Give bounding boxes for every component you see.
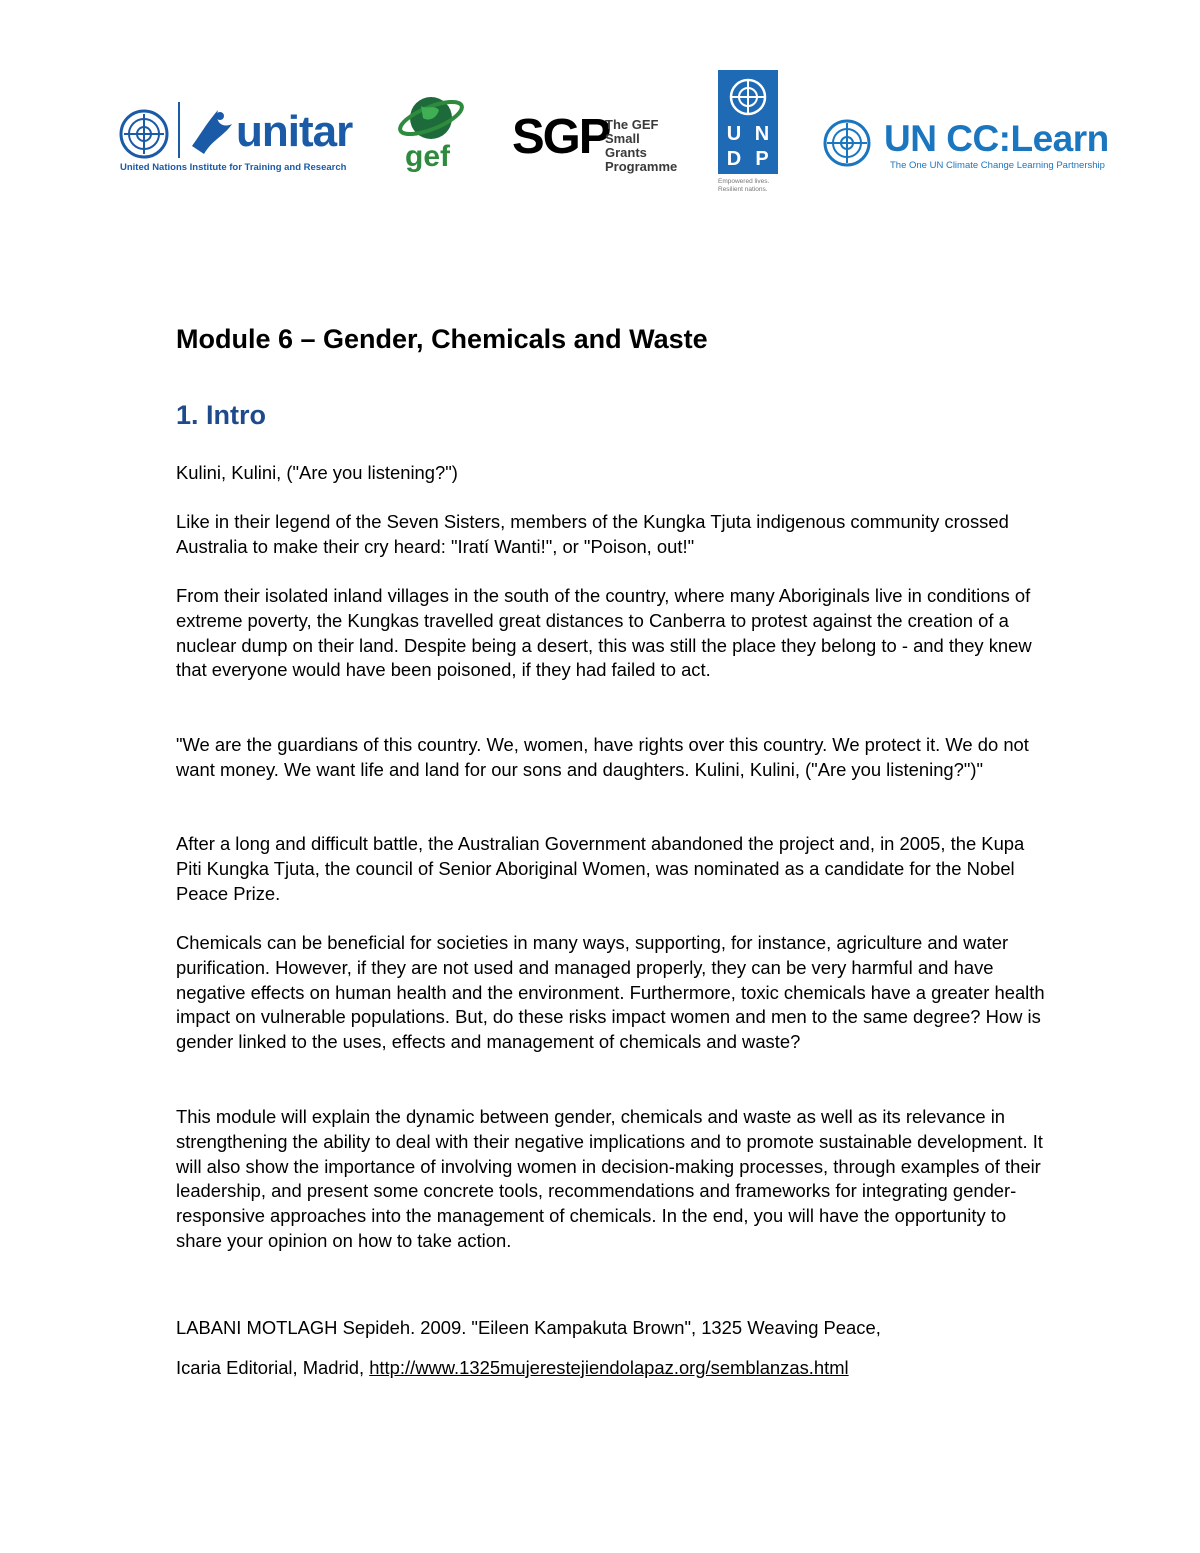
section-heading: 1. Intro [176,400,267,430]
paragraph-5: After a long and difficult battle, the Australian Government abandoned the project and, in 2005, the Kupa Piti Kungka Tjuta, the council of Senior Aboriginal Women, was nominated as a candidate for the Nobel Peace Prize. [176,833,1025,904]
undp-emblem-icon [727,76,769,118]
logo-divider [178,102,180,158]
paragraph-7: This module will explain the dynamic between gender, chemicals and waste as well as its relevance in strengthening the ability to deal with their negative implications and to promote sustainable development. It will also show the importance of involving women in decision-making processes, through examples of their leadership, and present some concrete tools, recommendations and frameworks for integrating gender-responsive approaches into the management of chemicals. In the end, you will have the opportunity to share your opinion on how to take action. [176,1106,1043,1251]
paragraph-2: Like in their legend of the Seven Sisters, members of the Kungka Tjuta indigenous community crossed Australia to make their cry heard: "Iratí Wanti!", or "Poison, out!" [176,511,1009,557]
undp-caption [718,178,788,194]
un-emblem-icon [822,118,872,168]
reference-line-1: LABANI MOTLAGH Sepideh. 2009. "Eileen Kampakuta Brown", 1325 Weaving Peace, [176,1317,881,1338]
paragraph-4: "We are the guardians of this country. We, women, have rights over this country. We protect it. We do not want money. We want life and land for our sons and daughters. Kulini, Kulini, ("Are you listening?")" [176,734,1029,780]
paragraph-1: Kulini, Kulini, ("Are you listening?") [176,462,458,483]
unitar-wordmark: unitar [236,107,353,156]
sgp-caption [605,118,682,174]
uncclearn-tagline: The One UN Climate Change Learning Partnership [890,160,1105,171]
paragraph-6: Chemicals can be beneficial for societies in many ways, supporting, for instance, agriculture and water purification. However, if they are not used and managed properly, they can be very harmful and have negative effects on human health and the environment. Furthermore, toxic chemicals have a greater health impact on vulnerable populations. But, do these risks impact women and men to the same degree? How is gender linked to the uses, effects and management of chemicals and waste? [176,932,1045,1053]
undp-logo [718,70,778,198]
undp-box [718,70,778,174]
undp-caption-line-1: Empowered lives. [718,178,770,185]
undp-letter-n: N [754,123,770,145]
unitar-logo [118,100,363,176]
gef-globe-icon [393,88,469,148]
unitar-bird-icon [184,102,236,158]
undp-letter-p: P [755,148,769,170]
sgp-mark: SGP [512,110,610,164]
uncclearn-wordmark: UN CC:Learn [884,118,1109,159]
gef-wordmark: gef [405,140,450,173]
reference-publisher: Icaria Editorial, Madrid, [176,1357,370,1378]
un-emblem-icon [118,108,170,160]
paragraph-3: From their isolated inland villages in the south of the country, where many Aboriginals live in conditions of extreme poverty, the Kungkas travelled great distances to Canberra to protest against the creation of a nuclear dump on their land. Despite being a desert, this was still the place they belong to - and they knew that everyone would have been poisoned, if they had failed to act. [176,585,1032,681]
gef-logo [393,88,469,176]
reference-line-2 [176,1356,849,1380]
sgp-line-2: Small Grants [605,131,647,160]
uncclearn-logo [822,118,1122,170]
page-title: Module 6 – Gender, Chemicals and Waste [176,324,708,354]
unitar-caption: United Nations Institute for Training and Research [120,162,347,173]
undp-letter-u: U [726,123,742,145]
sgp-line-3: Programme [605,159,678,174]
sgp-line-1: The GEF [605,117,659,132]
undp-caption-line-2: Resilient nations. [718,186,768,193]
partner-logos [0,0,1200,210]
reference-link[interactable]: http://www.1325mujerestejiendolapaz.org/semblanzas.html [369,1357,849,1378]
undp-letter-d: D [726,148,742,170]
sgp-logo [512,110,682,174]
